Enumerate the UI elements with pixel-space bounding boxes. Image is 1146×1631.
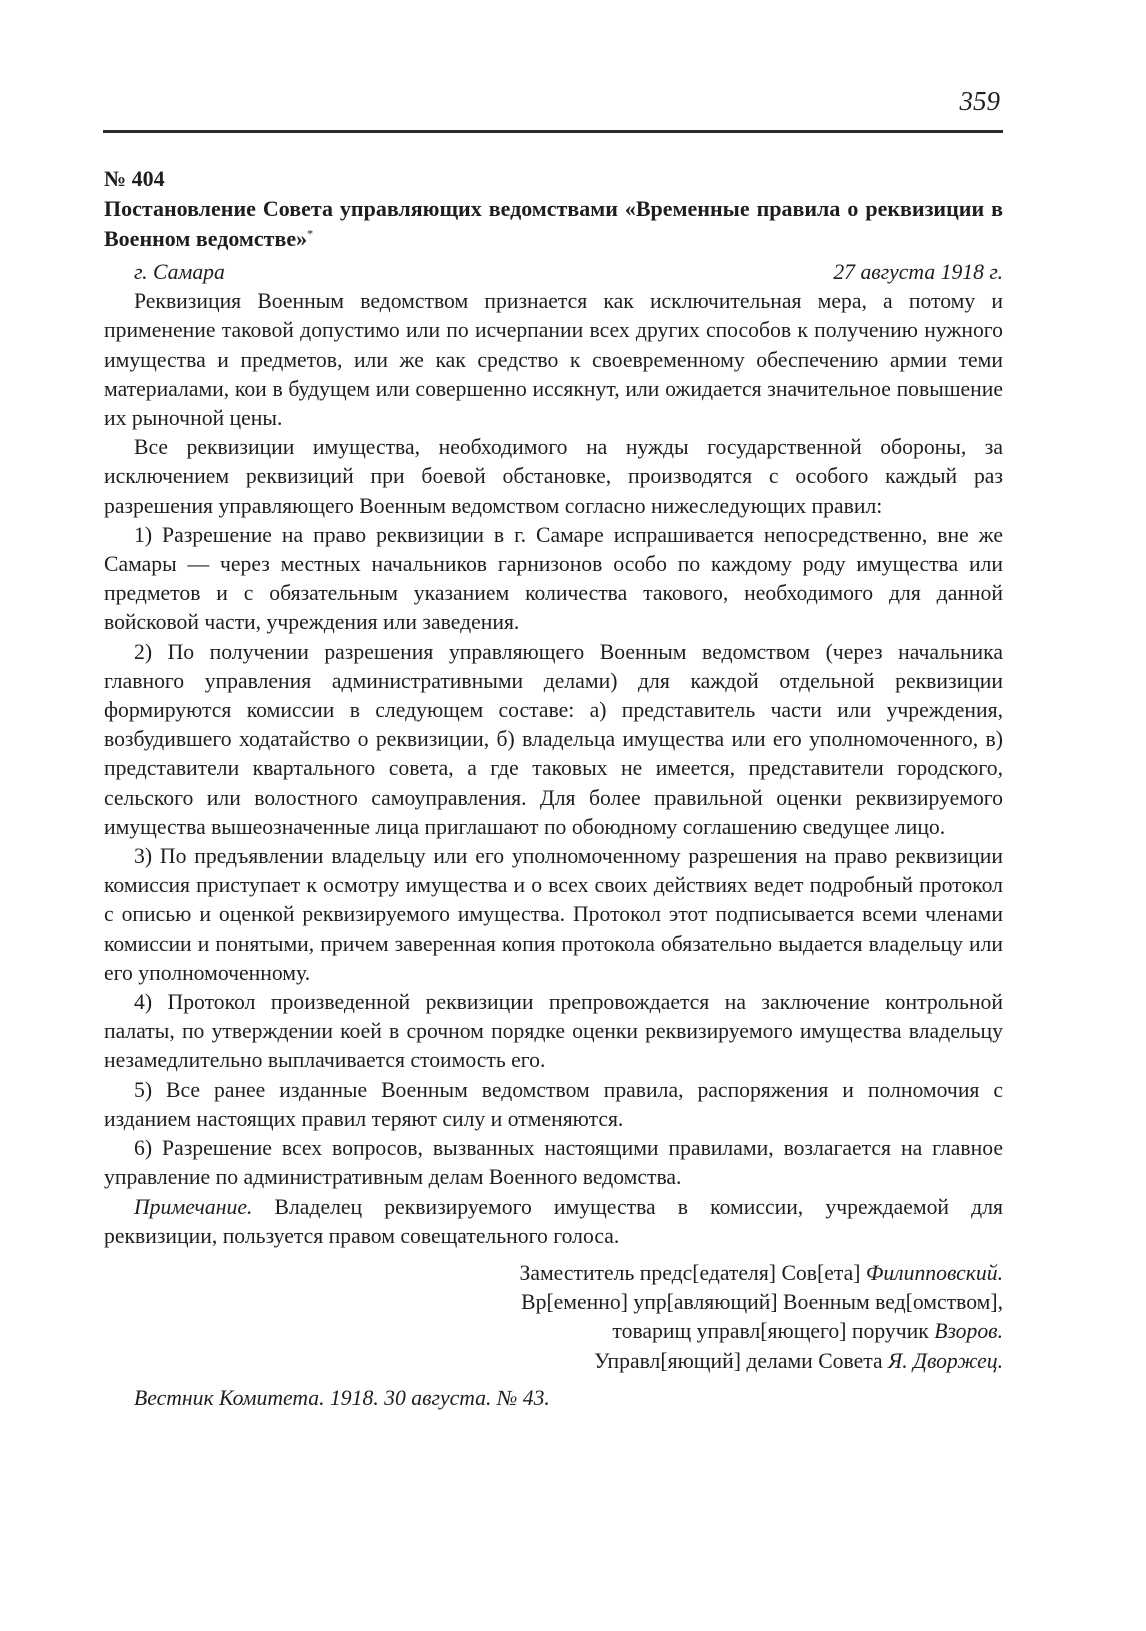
footnote-mark: * <box>307 226 314 241</box>
paragraph-rule-3: 3) По предъявлении владельцу или его уполномоченному разрешения на право реквизиции комиссия приступает к осмотру имущества и о всех своих действиях ведет подробный протокол с описью и оценкой реквизируемого имущества. Протокол этот подписывается всеми членами комиссии и понятыми, причем заверенная копия протокола обязательно выдается владельцу или его уполномоченному. <box>104 844 1003 985</box>
paragraph-rule-2: 2) По получении разрешения управляющего Военным ведомством (через начальника главного управления административными делами) для каждой отдельной реквизиции формируются комиссии в следующем составе: а) представитель части или учреждения, возбудившего ходатайство о реквизиции, б) владельца имущества или его уполномоченного, в) представители квартального совета, а где таковых не имеется, представители городского, сельского или волостного самоуправления. Для более правильной оценки реквизируемого имущества вышеозначенные лица приглашают по обоюдному соглашению сведущее лицо. <box>104 639 1003 839</box>
document-title-text: Постановление Совета управляющих ведомствами «Временные правила о реквизиции в Военном ведомстве» <box>104 196 1003 251</box>
note-label: Примечание. <box>134 1194 253 1219</box>
signature-name: Взоров. <box>934 1319 1003 1344</box>
document-number: № 404 <box>104 166 165 191</box>
paragraph-general-rule: Все реквизиции имущества, необходимого на нужды государственной обороны, за исключением реквизиций при боевой обстановке, производятся с особого каждый раз разрешения управляющего Военным ведомством согласно нижеследующих правил: <box>104 435 1003 518</box>
page-number: 359 <box>959 86 1000 116</box>
place: г. Самара <box>134 260 225 284</box>
signature-name: Я. Дворжец. <box>888 1348 1003 1373</box>
signature-line <box>104 1317 1003 1346</box>
paragraph-rule-4: 4) Протокол произведенной реквизиции препровождается на заключение контрольной палаты, по утверждении коей в срочном порядке оценки реквизируемого имущества владельцу незамедлительно выплачивается стоимость его. <box>104 990 1003 1073</box>
paragraph-rule-6: 6) Разрешение всех вопросов, вызванных настоящими правилами, возлагается на главное управление по административным делам Военного ведомства. <box>104 1136 1003 1190</box>
document-title <box>104 194 1003 254</box>
paragraph-intro: Реквизиция Военным ведомством признается как исключительная мера, а потому и применение таковой допустимо или по исчерпании всех других способов к получению нужного имущества и предметов, или же как средство к своевременному обеспечению армии теми материалами, кои в будущем или совершенно иссякнут, или ожидается значительное повышение их рыночной цены. <box>104 289 1003 431</box>
paragraph-rule-5: 5) Все ранее изданные Военным ведомством правила, распоряжения и полномочия с изданием настоящих правил теряют силу и отменяются. <box>104 1077 1003 1131</box>
header-rule <box>103 130 1003 133</box>
signature-title: Заместитель предс[едателя] Сов[ета] <box>519 1260 866 1285</box>
signature-name: Филипповский. <box>865 1260 1003 1285</box>
signature-line <box>104 1259 1003 1288</box>
source-citation: Вестник Комитета. 1918. 30 августа. № 43. <box>134 1385 550 1410</box>
signature-line <box>104 1347 1003 1376</box>
place-date-line <box>104 258 1003 287</box>
signature-line <box>104 1288 1003 1317</box>
signature-title: Управл[яющий] делами Совета <box>594 1348 889 1373</box>
document-content <box>104 164 1003 1413</box>
signature-title: Вр[еменно] упр[авляющий] Военным вед[омством], <box>521 1290 1003 1315</box>
date: 27 августа 1918 г. <box>833 260 1003 284</box>
note-paragraph <box>104 1193 1003 1251</box>
paragraph-rule-1: 1) Разрешение на право реквизиции в г. Самаре испрашивается непосредственно, вне же Самары — через местных начальников гарнизонов особо по каждому роду имущества или предметов и с обязательным указанием количества такового, необходимого для данной войсковой части, учреждения или заведения. <box>104 522 1003 635</box>
signature-title: товарищ управл[яющего] поручик <box>612 1319 935 1344</box>
signatures-block <box>104 1259 1003 1376</box>
note-text: Владелец реквизируемого имущества в комиссии, учреждаемой для реквизиции, пользуется правом совещательного голоса. <box>104 1194 1003 1248</box>
